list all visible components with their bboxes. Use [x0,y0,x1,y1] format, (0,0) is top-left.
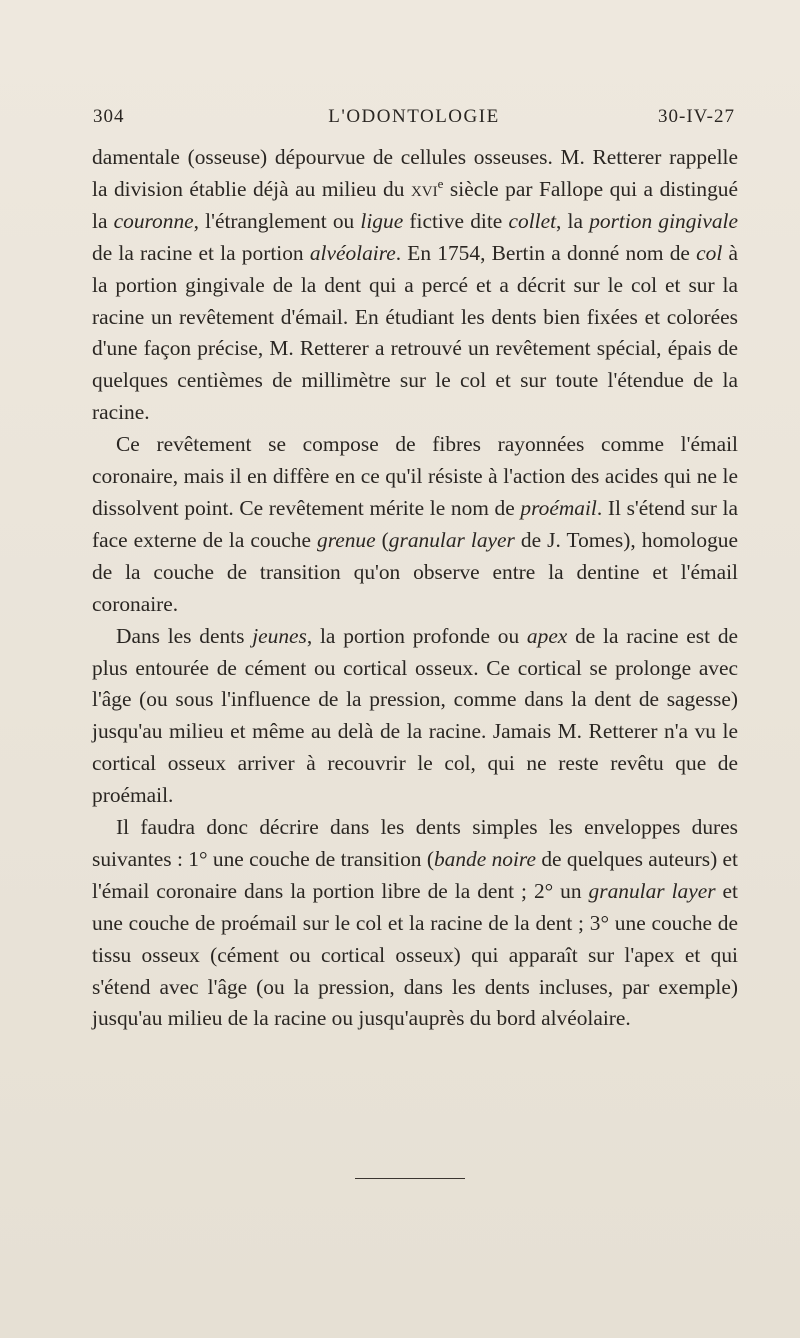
text-run: de la racine et la portion [92,240,310,265]
text-run: de la racine est de plus entourée de cément ou cortical osseux. Ce cortical se prolonge avec l'âge (ou sous l'influence de la pression, comme dans la dent de sagesse) jusqu'au milieu et même au delà de la racine. Jamais M. Retterer n'a vu le cortical osseux arriver à recouvrir le col, qui ne reste revêtu que de proémail. [92,623,739,808]
paragraph [92,812,738,1035]
text-run: , l'étranglement ou [193,208,361,233]
italic-run: bande noire [433,846,536,871]
page-number: 304 [93,106,125,127]
italic-run: apex [526,623,568,648]
italic-run: collet [508,208,557,233]
paragraph [92,621,738,812]
paragraph [92,429,738,620]
italic-run: alvéolaire [309,240,396,265]
running-title: L'ODONTOLOGIE [328,106,500,127]
text-run: de quelques auteurs) et l'émail coronaire dans la portion libre de la dent ; 2° un [92,846,738,903]
paragraph [92,142,738,429]
text-run: xvi [410,176,438,201]
text-run: ( [375,527,389,552]
text-run: , la [556,208,590,233]
body-text [92,142,738,1035]
italic-run: proémail [520,495,597,520]
italic-run: granular layer [588,878,716,903]
text-run: à la portion gingivale de la dent qui a percé et a décrit sur le col et sur la racine un revêtement d'émail. En étudiant les dents bien fixées et colorées d'une façon précise, M. Retterer a retrouvé un revêtement spécial, épais de quelques centièmes de millimètre sur le col et sur toute l'étendue de la racine. [92,240,738,425]
italic-run: couronne [113,208,194,233]
text-run: . En 1754, Bertin a donné nom de [395,240,697,265]
text-run: Dans les dents [116,623,253,648]
text-run: Ce revêtement se compose de fibres rayonnées comme l'émail coronaire, mais il en diffère en ce qu'il résiste à l'action des acides qui ne le dissolvent point. Ce revêtement mérite le nom de [92,432,738,520]
text-run: Il faudra donc décrire dans les dents simples les enveloppes dures suivantes : 1° une couche de transition ( [92,815,738,871]
italic-run: grenue [317,527,376,552]
italic-run: granular layer [388,527,515,552]
italic-run: jeunes [252,623,307,648]
text-run: fictive dite [403,208,509,233]
italic-run: ligue [360,208,404,233]
italic-run: col [696,240,723,265]
text-run: . Il s'étend sur la face externe de la couche [92,495,738,552]
italic-run: portion gingivale [589,208,738,233]
issue-date: 30-IV-27 [658,106,735,127]
text-run: de J. Tomes), homologue de la couche de transition qu'on observe entre la dentine et l'émail coronaire. [92,527,738,616]
running-header [93,106,735,136]
superscript-run: e [437,175,444,191]
text-run: damentale (osseuse) dépourvue de cellules osseuses. M. Retterer rappelle la division établie déjà au milieu du [92,145,738,201]
section-rule [355,1178,465,1179]
text-run: , la portion profonde ou [306,623,527,648]
text-run: et une couche de proémail sur le col et la racine de la dent ; 3° une couche de tissu osseux (cément ou cortical osseux) qui apparaît sur l'apex et qui s'étend avec l'âge (ou la pression, dans les dents incluses, par exemple) jusqu'au milieu de la racine ou jusqu'auprès du bord alvéolaire. [92,878,738,1031]
text-run: siècle par Fallope qui a distingué la [92,176,738,233]
